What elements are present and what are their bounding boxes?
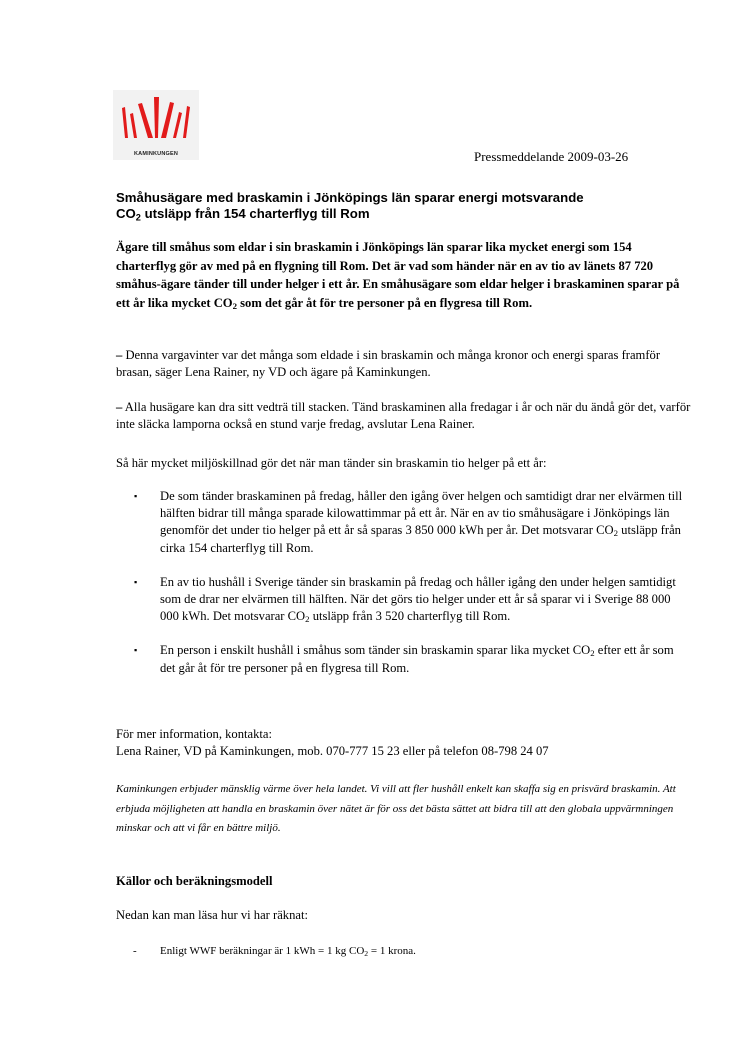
bullet-sub: 2 xyxy=(305,614,310,625)
crown-logo-icon xyxy=(113,90,199,160)
list-item xyxy=(116,642,686,676)
contact-block xyxy=(116,726,696,760)
bullet-intro: Så här mycket miljöskillnad gör det när man tänder sin braskamin tio helger på ett år: xyxy=(116,456,547,470)
headline xyxy=(116,190,676,222)
kaminkungen-logo xyxy=(113,90,199,160)
bullet-text: En av tio hushåll i Sverige tänder sin braskamin på fredag och håller igång den under helgen samtidigt som de drar ner elvärmen till hälften. När det görs tio helger under ett år så sparar vi i Sverige 88 000 000 kWh. Det motsvarar CO xyxy=(160,574,676,624)
sources-intro: Nedan kan man läsa hur vi har räknat: xyxy=(116,908,308,922)
contact-heading: För mer information, kontakta: xyxy=(116,727,272,741)
bullet-text: En person i enskilt hushåll i småhus som tänder sin braskamin sparar lika mycket CO xyxy=(160,643,591,658)
contact-details: Lena Rainer, VD på Kaminkungen, mob. 070-777 15 23 eller på telefon 08-798 24 07 xyxy=(116,744,549,758)
bullet-sub: 2 xyxy=(590,648,595,659)
bullet-text-end: utsläpp från cirka 154 charterflyg till Rom. xyxy=(160,523,681,555)
bullet-sub: 2 xyxy=(613,528,618,539)
list-item xyxy=(116,574,686,626)
bullet-text-end: efter ett år som det går åt för tre personer på en flygresa till Rom. xyxy=(160,643,674,675)
quote-dash: – xyxy=(116,400,123,414)
dash-marker: - xyxy=(133,945,137,957)
quote-paragraph-1 xyxy=(116,347,696,381)
list-item xyxy=(116,488,686,557)
quote-dash: – xyxy=(116,348,123,362)
ingress-paragraph xyxy=(116,238,686,312)
quote-text-1: Denna vargavinter var det många som eldade i sin braskamin och många kronor och energi sparas framför brasan, säger Lena Rainer, ny VD och ägare på Kaminkungen. xyxy=(116,348,661,379)
logo-wordmark: KAMINKUNGEN xyxy=(133,151,179,157)
ingress-text-2: som det går åt för tre personer på en flygresa till Rom. xyxy=(237,295,533,310)
headline-line1: Småhusägare med braskamin i Jönköpings län sparar energi motsvarande xyxy=(116,190,584,205)
headline-line2: utsläpp från 154 charterflyg till Rom xyxy=(140,206,370,221)
source-sub: 2 xyxy=(364,948,369,958)
quote-paragraph-2 xyxy=(116,399,696,433)
ingress-sub: 2 xyxy=(232,300,237,311)
source-text-end: = 1 krona. xyxy=(368,945,416,957)
bullet-marker: ▪ xyxy=(134,491,138,501)
source-text xyxy=(160,945,416,957)
sources-heading: Källor och beräkningsmodell xyxy=(116,874,273,888)
bullet-list xyxy=(116,488,686,694)
press-release-date: Pressmeddelande 2009-03-26 xyxy=(474,149,629,164)
headline-sub: 2 xyxy=(135,212,141,223)
bullet-text: De som tänder braskaminen på fredag, håller den igång över helgen och samtidigt drar ner elvärmen till hälften bidrar till många sparade kilowattimmar på ett år. När en av tio småhusägare i Jönköpings län genomför det under tio helger på ett år så sparas 3 850 000 kWh per år. Det motsvarar CO xyxy=(160,489,683,538)
source-text-start: Enligt WWF beräkningar är 1 kWh = 1 kg CO xyxy=(160,945,365,957)
bullet-text-end: utsläpp från 3 520 charterflyg till Rom. xyxy=(309,609,511,624)
quote-text-2: Alla husägare kan dra sitt vedträ till stacken. Tänd braskaminen alla fredagar i år och när du ändå gör det, varför inte släcka lamporna också en stund varje fredag, avslutar Lena Rainer. xyxy=(116,400,691,431)
company-tagline: Kaminkungen erbjuder mänsklig värme över hela landet. Vi vill att fler hushåll enkelt kan skaffa sig en prisvärd braskamin. Att erbjuda möjligheten att handla en braskamin över nätet är för oss det bästa sättet att bidra till att den globala uppvärmningen minskar och att vi får en bättre miljö. xyxy=(116,783,676,835)
ingress-text-1: Ägare till småhus som eldar i sin braskamin i Jönköpings län sparar lika mycket energi som 154 charterflyg gör av med på en flygning till Rom. Det är vad som händer när en av tio av länets 87 720 småhus-ägare tänder till under helger i ett år. En småhusägare som eldar helger i braskaminen sparar på ett år lika mycket CO xyxy=(116,240,680,310)
headline-co: CO xyxy=(116,206,136,221)
bullet-marker: ▪ xyxy=(134,576,138,587)
bullet-marker: ▪ xyxy=(134,645,138,656)
